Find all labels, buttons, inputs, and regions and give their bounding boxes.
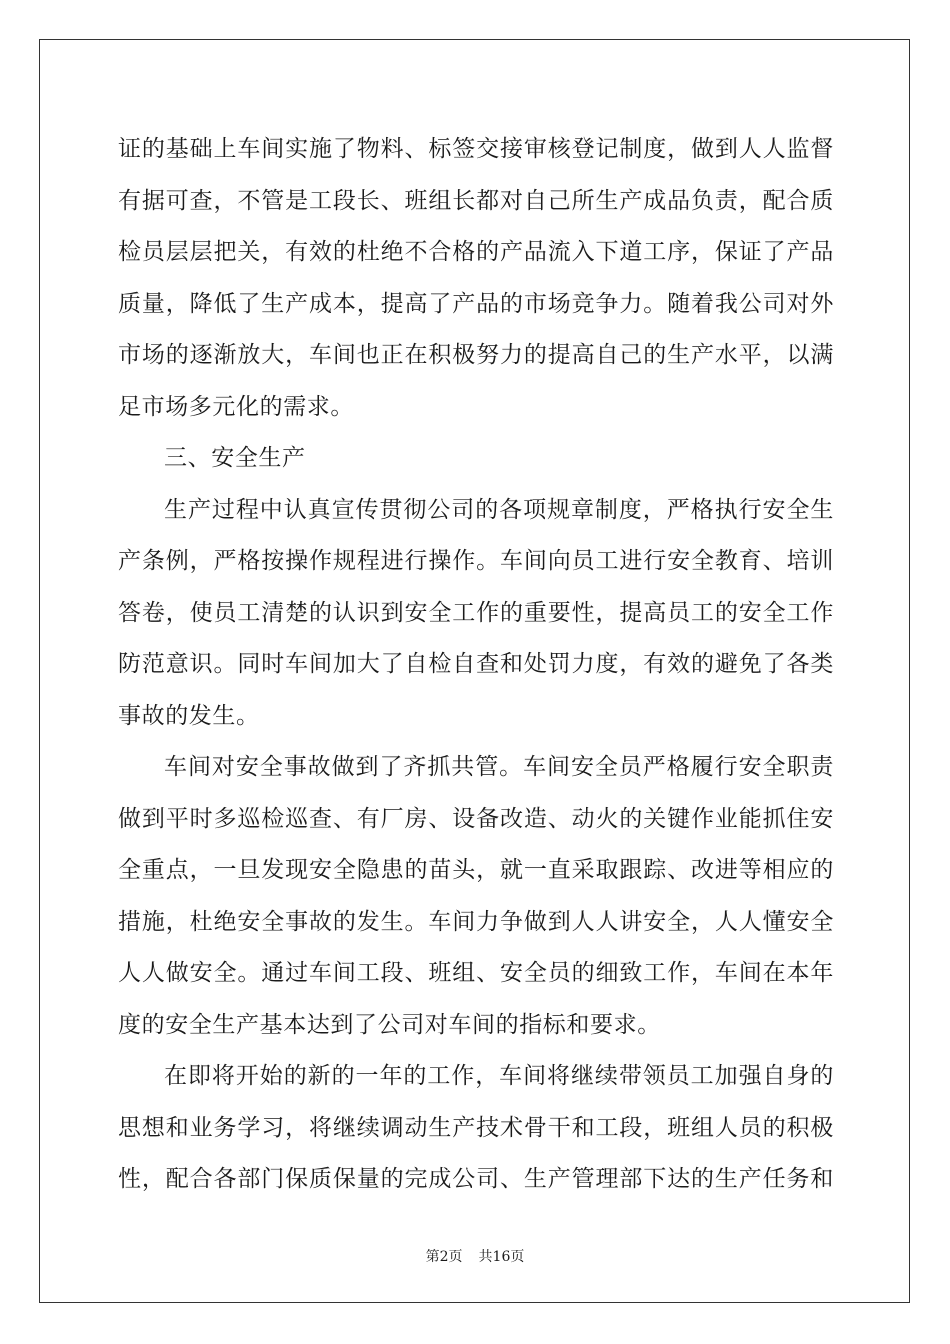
text-line: 度的安全生产基本达到了公司对车间的指标和要求。 xyxy=(118,1011,661,1038)
text-line: 在即将开始的新的一年的工作，车间将继续带领员工加强自身的 xyxy=(164,1063,834,1089)
text-line: 措施，杜绝安全事故的发生。车间力争做到人人讲安全，人人懂安全 xyxy=(118,908,834,935)
text-line: 做到平时多巡检巡查、有厂房、设备改造、动火的关键作业能抓住安 xyxy=(118,805,834,832)
total-page-count: 共16页 xyxy=(478,1249,525,1265)
text-line: 答卷，使员工清楚的认识到安全工作的重要性，提高员工的安全工作 xyxy=(118,599,834,626)
text-line: 生产过程中认真宣传贯彻公司的各项规章制度，严格执行安全生 xyxy=(164,496,834,523)
text-line: 检员层层把关，有效的杜绝不合格的产品流入下道工序，保证了产品 xyxy=(118,239,834,265)
text-line: 三、安全生产 xyxy=(164,445,306,471)
text-line: 性，配合各部门保质保量的完成公司、生产管理部下达的生产任务和 xyxy=(118,1166,834,1192)
text-line: 人人做安全。通过车间工段、班组、安全员的细致工作，车间在本年 xyxy=(118,960,834,986)
text-line: 证的基础上车间实施了物料、标签交接审核登记制度，做到人人监督 xyxy=(118,136,834,162)
text-line: 有据可查，不管是工段长、班组长都对自己所生产成品负责，配合质 xyxy=(118,187,834,214)
page-footer xyxy=(0,1246,950,1266)
current-page-number: 第2页 xyxy=(425,1249,463,1265)
text-line: 事故的发生。 xyxy=(118,702,260,729)
text-line: 车间对安全事故做到了齐抓共管。车间安全员严格履行安全职责 xyxy=(164,754,834,780)
text-line: 足市场多元化的需求。 xyxy=(118,393,354,420)
text-line: 市场的逐渐放大，车间也正在积极努力的提高自己的生产水平，以满 xyxy=(118,342,834,368)
text-line: 产条例，严格按操作规程进行操作。车间向员工进行安全教育、培训 xyxy=(118,548,834,574)
text-line: 思想和业务学习，将继续调动生产技术骨干和工段，班组人员的积极 xyxy=(118,1114,834,1141)
text-line: 质量，降低了生产成本，提高了产品的市场竞争力。随着我公司对外 xyxy=(118,290,834,317)
text-line: 全重点，一旦发现安全隐患的苗头，就一直采取跟踪、改进等相应的 xyxy=(118,857,834,883)
text-line: 防范意识。同时车间加大了自检自查和处罚力度，有效的避免了各类 xyxy=(118,651,834,677)
document-body xyxy=(118,124,834,1206)
